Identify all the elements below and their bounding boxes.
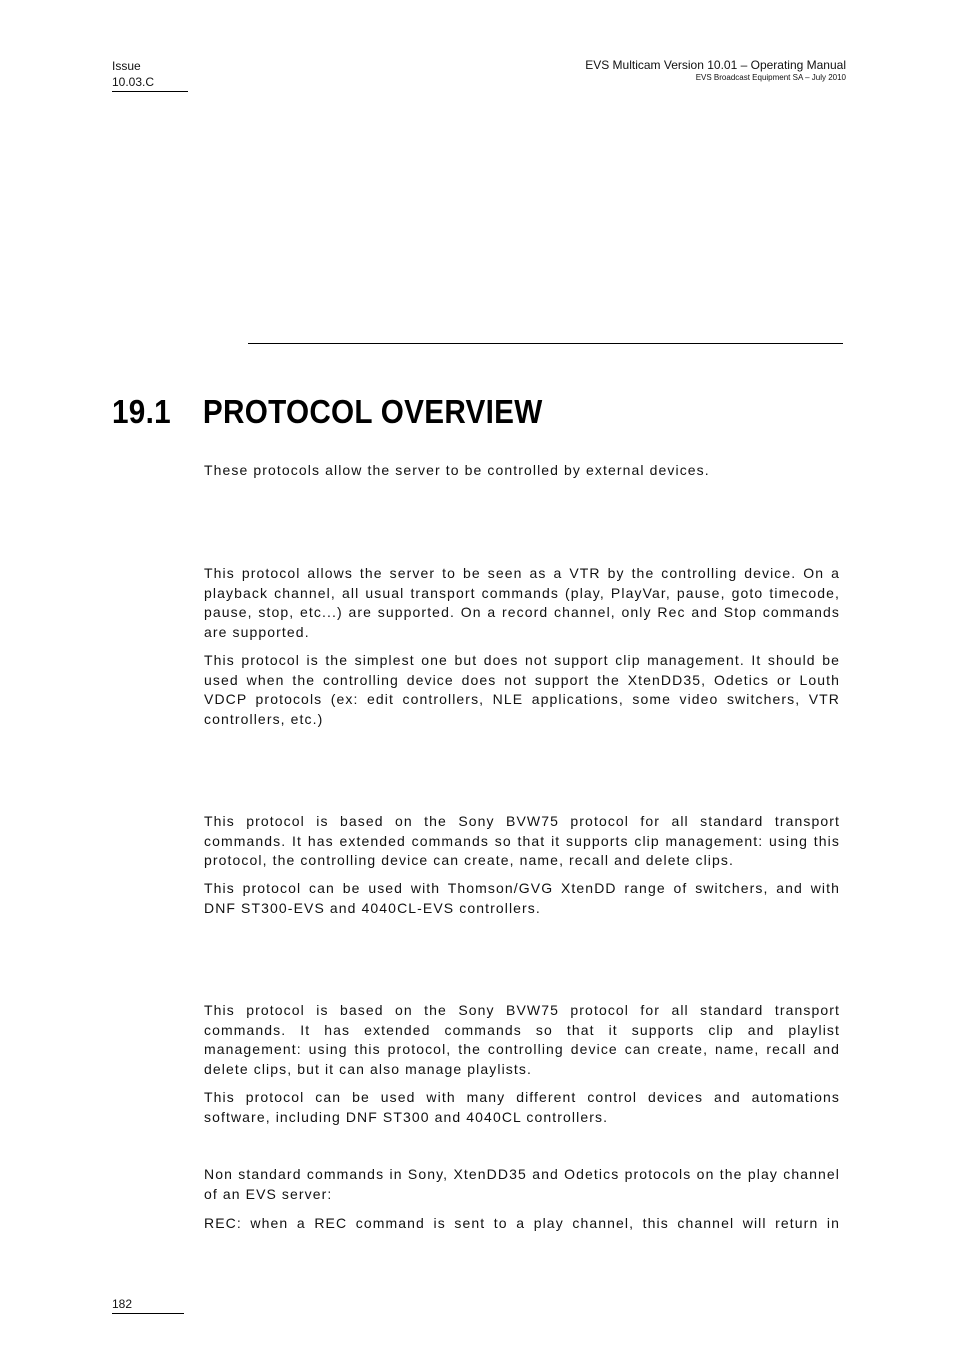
document-subtitle: EVS Broadcast Equipment SA – July 2010 [695,73,846,82]
document-header [585,58,846,83]
paragraph-xtendd-usage: This protocol can be used with Thomson/GVG XtenDD range of switchers, and with DNF ST300-EVS and 4040CL-EVS controllers. [204,880,840,916]
paragraph-intro: These protocols allow the server to be controlled by external devices. [204,462,710,478]
section-title: PROTOCOL OVERVIEW [202,393,543,430]
issue-number: 10.03.C [112,75,155,89]
section-heading [112,392,543,432]
section-number: 19.1 [112,393,171,430]
paragraph-rec-command: REC: when a REC command is sent to a play channel, this channel will return in [204,1215,840,1231]
issue-block [112,58,188,92]
paragraph-sony-usage: This protocol is the simplest one but does not support clip management. It should be used when the controlling device does not support the XtenDD35, Odetics or Louth VDCP protocols (ex: edit controllers, NLE applications, some video switchers, VTR controllers, etc.) [204,652,840,727]
document-title: EVS Multicam Version 10.01 – Operating Manual [585,58,846,72]
paragraph-sony-description: This protocol allows the server to be seen as a VTR by the controlling device. On a playback channel, all usual transport commands (play, PlayVar, pause, goto timecode, pause, stop, etc...) are supported. On a record channel, only Rec and Stop commands are supported. [204,565,840,640]
paragraph-nonstandard-intro: Non standard commands in Sony, XtenDD35 and Odetics protocols on the play channel of an EVS server: [204,1166,840,1202]
page-number: 182 [112,1296,184,1314]
paragraph-odetics-description: This protocol is based on the Sony BVW75 protocol for all standard transport commands. It has extended commands so that it supports clip and playlist management: using this protocol, the controlling device can create, name, recall and delete clips, but it can also manage playlists. [204,1002,840,1077]
issue-label: Issue [112,59,141,73]
paragraph-xtendd-description: This protocol is based on the Sony BVW75 protocol for all standard transport commands. It has extended commands so that it supports clip management: using this protocol, the controlling device can create, name, recall and delete clips. [204,813,840,868]
paragraph-odetics-usage: This protocol can be used with many different control devices and automations software, including DNF ST300 and 4040CL controllers. [204,1089,840,1125]
chapter-divider [248,343,843,344]
